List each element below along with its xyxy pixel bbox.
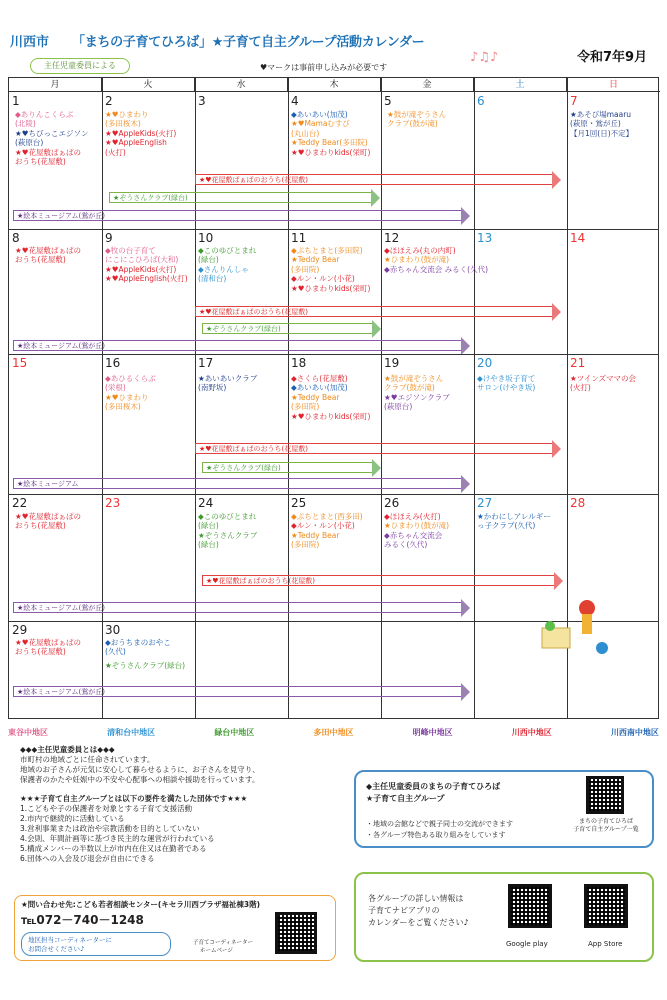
coordinator-note: 地区担当コーディネーターに bbox=[28, 936, 112, 944]
region-label: 多田中地区 bbox=[313, 728, 354, 737]
explain-heading: ◆◆◆主任児童委員とは◆◆◆ bbox=[20, 745, 115, 754]
region-legend bbox=[8, 727, 659, 739]
event-item: ★あそび場maaru bbox=[570, 110, 632, 119]
event-item: (多田院) bbox=[291, 402, 320, 412]
event-item: ★鼓が滝ぞうさん bbox=[384, 374, 444, 383]
day-number: 9 bbox=[105, 231, 113, 245]
event-item: ★あいあいクラブ bbox=[198, 374, 258, 383]
app-info-box bbox=[354, 872, 654, 962]
event-item: ★♥花屋敷ぱぁぱの bbox=[15, 147, 81, 157]
coordinator-note-bubble bbox=[21, 932, 171, 956]
day-number: 25 bbox=[291, 496, 307, 510]
grid-line bbox=[9, 494, 658, 495]
event-item: ★ひまわり(鼓が滝) bbox=[384, 521, 450, 531]
contact-phone[interactable]: ℡072－740－1248 bbox=[21, 913, 144, 927]
event-item: ★♥AppleKids(火打) bbox=[105, 264, 177, 274]
event-item: ◆あいあい(加茂) bbox=[291, 110, 348, 119]
event-item: ★Teddy Bear bbox=[291, 530, 340, 540]
explanation-section bbox=[20, 745, 350, 864]
day-number: 30 bbox=[105, 623, 121, 637]
event-item: ◆赤ちゃん交流会 みるく(久代) bbox=[384, 264, 489, 274]
city-name: 川西市 bbox=[10, 35, 50, 50]
day-number: 19 bbox=[384, 356, 400, 370]
event-item: ◆ほほえみ(丸の内町) bbox=[384, 246, 456, 255]
weekday-sat: 土 bbox=[474, 78, 567, 92]
event-item: ◆さんりんしゃ bbox=[198, 264, 249, 274]
day-events bbox=[384, 512, 449, 550]
day-events bbox=[384, 374, 450, 412]
day-events bbox=[105, 638, 185, 670]
event-span-arrow: ★♥花屋敷ぱぁぱのおうち(花屋敷) bbox=[195, 174, 552, 185]
google-play-qr-code[interactable] bbox=[508, 884, 552, 928]
event-item: (久代) bbox=[105, 647, 126, 657]
day-number: 23 bbox=[105, 496, 121, 510]
day-number: 4 bbox=[291, 94, 299, 108]
day-events bbox=[105, 110, 176, 157]
day-events bbox=[15, 638, 81, 657]
event-item: おうち(花屋敷) bbox=[15, 647, 66, 657]
weekday-thu: 木 bbox=[288, 78, 381, 92]
weekday-wed: 水 bbox=[195, 78, 288, 92]
heart-mark-note: ♥マークは事前申し込みが必要です bbox=[260, 63, 388, 72]
event-item: (多田桜木) bbox=[105, 402, 141, 412]
day-events bbox=[291, 246, 370, 293]
app-store-qr-code[interactable] bbox=[584, 884, 628, 928]
event-item: ★鼓が滝ぞうさん bbox=[387, 110, 447, 119]
event-item: (緑台) bbox=[198, 255, 219, 265]
day-events bbox=[198, 246, 256, 284]
day-number: 16 bbox=[105, 356, 121, 370]
qr-code[interactable] bbox=[586, 776, 624, 814]
region-label: 緑台中地区 bbox=[214, 728, 255, 737]
app-info-text: カレンダーをご覧ください♪ bbox=[368, 918, 469, 927]
event-item: (火打) bbox=[570, 383, 591, 393]
event-item: おうち(花屋敷) bbox=[15, 521, 66, 531]
region-label: 明峰中地区 bbox=[412, 728, 453, 737]
day-events bbox=[198, 374, 257, 393]
coordinator-note: お問合せください♪ bbox=[28, 944, 85, 953]
event-item: ★♥ひまわり bbox=[105, 392, 149, 402]
explain-line: 保護者のかたや妊娠中の不安や心配事への相談や援助を行っています。 bbox=[20, 775, 260, 785]
day-events bbox=[291, 110, 370, 157]
weekday-tue: 火 bbox=[102, 78, 195, 92]
event-item: (萩原・鴬が丘) bbox=[570, 119, 621, 129]
event-item: (多田院) bbox=[291, 540, 320, 550]
day-number: 18 bbox=[291, 356, 307, 370]
explain-line: 地域のお子さんが元気に安心して暮らせるように、お子さんを見守り、 bbox=[20, 765, 260, 775]
page-title: 「まちの子育てひろば」★子育て自主グループ活動カレンダー bbox=[72, 35, 425, 50]
coordinator-homepage-qr-code[interactable] bbox=[275, 912, 317, 954]
info-bullet: ・各グループ特色ある取り組みをしています bbox=[366, 831, 506, 839]
event-item: ★♥ひまわりkids(栄町) bbox=[291, 147, 371, 157]
day-number: 10 bbox=[198, 231, 214, 245]
day-number: 6 bbox=[477, 94, 485, 108]
event-span-arrow: ★ぞうさんクラブ(緑台) bbox=[202, 462, 372, 473]
day-events bbox=[384, 246, 488, 274]
explain-line: 市町村の地域ごとに任命されています。 bbox=[20, 755, 155, 765]
region-label: 川西中地区 bbox=[511, 728, 552, 737]
event-item: ★♥AppleEnglish bbox=[105, 138, 167, 148]
day-number: 2 bbox=[105, 94, 113, 108]
event-item: ★♥花屋敷ぱぁぱの bbox=[15, 512, 81, 521]
event-item: ★ひまわり(鼓が滝) bbox=[384, 255, 450, 265]
event-item: ★♥ひまわり bbox=[105, 110, 149, 119]
day-number: 17 bbox=[198, 356, 214, 370]
event-span-arrow: ★絵本ミュージアム(鴬が丘) bbox=[13, 340, 461, 351]
event-item: ◆牧の台子育て bbox=[105, 246, 156, 255]
event-span-arrow: ★ぞうさんクラブ(緑台) bbox=[202, 323, 372, 334]
day-number: 7 bbox=[570, 94, 578, 108]
grid-line bbox=[102, 78, 103, 718]
event-item: (緑台) bbox=[198, 540, 219, 550]
event-span-arrow: ★♥花屋敷ぱぁぱのおうち(花屋敷) bbox=[195, 306, 552, 317]
info-box-title: ★子育て自主グループ bbox=[366, 794, 445, 803]
event-span-arrow: ★♥花屋敷ぱぁぱのおうち(花屋敷) bbox=[202, 575, 554, 586]
day-number: 20 bbox=[477, 356, 493, 370]
info-bullet: ・地域の会館などで親子同士の交流ができます bbox=[366, 820, 513, 828]
day-events bbox=[105, 246, 188, 284]
event-item: ◆このゆびとまれ bbox=[198, 512, 257, 521]
day-events bbox=[570, 110, 633, 138]
event-item: ★♥AppleKids(火打) bbox=[105, 128, 177, 138]
info-box-groups bbox=[354, 770, 654, 848]
day-events bbox=[15, 246, 81, 265]
grid-line bbox=[9, 354, 658, 355]
event-item: ★ぞうさんクラブ(緑台) bbox=[105, 660, 186, 670]
event-item: ★ツインズママの会 bbox=[570, 374, 636, 383]
app-store-label: App Store bbox=[588, 940, 623, 948]
weekday-mon: 月 bbox=[9, 78, 102, 92]
day-number: 24 bbox=[198, 496, 214, 510]
day-number: 22 bbox=[12, 496, 28, 510]
day-events bbox=[477, 374, 535, 393]
event-item: おうち(花屋敷) bbox=[15, 156, 66, 166]
event-item: ◆おうちまのおやこ bbox=[105, 638, 171, 647]
day-events bbox=[15, 512, 81, 531]
event-item: (火打) bbox=[105, 147, 126, 157]
app-info-text: 子育てナビアプリの bbox=[368, 906, 440, 915]
requirement-item: 2.市内で継続的に活動している bbox=[20, 813, 125, 823]
day-number: 1 bbox=[12, 94, 20, 108]
event-item: ★♥Mamaむすび bbox=[291, 119, 350, 129]
event-span-arrow: ★絵本ミュージアム bbox=[13, 478, 461, 489]
event-item: (緑台) bbox=[198, 521, 219, 531]
event-item: (栄根) bbox=[105, 383, 126, 393]
day-events bbox=[15, 110, 88, 166]
event-item: ◆けやき坂子育て bbox=[477, 374, 536, 383]
event-item: ◆ルン・ルン(小花) bbox=[291, 521, 355, 531]
event-item: ★ぞうさんクラブ bbox=[198, 530, 258, 540]
day-number: 11 bbox=[291, 231, 307, 245]
event-item: 【月1回(日)不定】 bbox=[570, 128, 634, 138]
event-span-arrow: ★絵本ミュージアム(鴬が丘) bbox=[13, 686, 461, 697]
day-number: 8 bbox=[12, 231, 20, 245]
info-box-title: ◆主任児童委員のまちの子育てひろば bbox=[366, 782, 501, 791]
day-number: 5 bbox=[384, 94, 392, 108]
requirement-item: 5.構成メンバーの半数以上が市内在住又は在勤者である bbox=[20, 844, 207, 854]
app-info-text: 各グループの詳しい情報は bbox=[368, 894, 464, 903]
event-item: ★Teddy Bear bbox=[291, 255, 340, 265]
weekday-fri: 金 bbox=[381, 78, 474, 92]
event-item: ★Teddy Bear bbox=[291, 392, 340, 402]
event-item: (萩原台) bbox=[384, 402, 413, 412]
event-item: ◆赤ちゃん交流会 bbox=[384, 530, 443, 540]
requirement-item: 4.会則、年間計画等に基づき民主的な運営が行われている bbox=[20, 834, 215, 843]
region-label: 川西南中地区 bbox=[610, 728, 659, 737]
event-item: ★♥花屋敷ぱぁぱの bbox=[15, 246, 81, 255]
event-item: (多田院) bbox=[291, 264, 320, 274]
region-label: 清和台中地区 bbox=[107, 728, 156, 737]
contact-title: ★問い合わせ先:こども若者相談センター(キセラ川西プラザ福祉棟3階) bbox=[21, 900, 260, 909]
event-item: サロン(けやき坂) bbox=[477, 383, 536, 393]
event-item: クラブ(鼓が滝) bbox=[387, 119, 438, 129]
day-events bbox=[291, 512, 363, 550]
day-events bbox=[477, 512, 551, 531]
day-number: 14 bbox=[570, 231, 586, 245]
event-item: クラブ(鼓が滝) bbox=[384, 383, 435, 393]
day-number: 12 bbox=[384, 231, 400, 245]
homepage-caption: ホームページ bbox=[200, 948, 233, 954]
event-item: ◆さくら(花屋敷) bbox=[291, 374, 348, 383]
contact-box bbox=[14, 895, 336, 961]
requirement-item: 6.団体への入会及び退会が自由にできる bbox=[20, 854, 155, 864]
day-events bbox=[387, 110, 446, 129]
child-playing-illustration bbox=[540, 598, 610, 658]
event-item: ★♥エジソンクラブ bbox=[384, 392, 450, 402]
event-item: (萩原台) bbox=[15, 138, 44, 148]
music-notes-decoration: ♪♫♪ bbox=[470, 50, 499, 65]
event-item: ◆このゆびとまれ bbox=[198, 246, 257, 255]
event-item: ◆ありんこくらぶ bbox=[15, 110, 74, 119]
event-item: (南野坂) bbox=[198, 383, 227, 393]
event-span-arrow: ★絵本ミュージアム(鴬が丘) bbox=[13, 602, 461, 613]
day-events bbox=[570, 374, 636, 393]
event-item: おうち(花屋敷) bbox=[15, 255, 66, 265]
day-number: 28 bbox=[570, 496, 586, 510]
region-label: 東谷中地区 bbox=[8, 728, 48, 737]
event-item: ◆ルン・ルン(小花) bbox=[291, 274, 355, 284]
event-item: みるく(久代) bbox=[384, 540, 428, 550]
qr-caption: 子育て自主グループ一覧 bbox=[573, 826, 639, 833]
day-number: 3 bbox=[198, 94, 206, 108]
qr-caption: まちの子育てひろば bbox=[578, 818, 633, 825]
homepage-caption: 子育てコーディネーター bbox=[193, 940, 254, 946]
day-events bbox=[291, 374, 370, 421]
event-item: ◆ぷちとまと(西多田) bbox=[291, 512, 363, 521]
day-events bbox=[198, 512, 257, 550]
event-item: っ子クラブ(久代) bbox=[477, 521, 536, 531]
event-item: ★♥ちびっこエジソン bbox=[15, 128, 89, 138]
event-item: (清和台) bbox=[198, 274, 227, 284]
event-item: (北陵) bbox=[15, 119, 36, 129]
event-span-arrow: ★ぞうさんクラブ(緑台) bbox=[109, 192, 371, 203]
sponsor-badge: 主任児童委員による bbox=[30, 58, 130, 74]
event-span-arrow: ★絵本ミュージアム(鴬が丘) bbox=[13, 210, 461, 221]
google-play-label: Google play bbox=[506, 940, 548, 948]
day-number: 26 bbox=[384, 496, 400, 510]
calendar-month: 令和7年9月 bbox=[577, 50, 648, 65]
weekday-sun: 日 bbox=[567, 78, 660, 92]
day-number: 27 bbox=[477, 496, 493, 510]
event-item: にこにこひろば(大和) bbox=[105, 255, 179, 265]
event-item: ◆あいあい(加茂) bbox=[291, 383, 348, 393]
event-item: ★♥ひまわりkids(栄町) bbox=[291, 411, 371, 421]
explain-heading: ★★★子育て自主グループとは以下の要件を満たした団体です★★★ bbox=[20, 793, 248, 803]
event-item: ◆あひるくらぶ bbox=[105, 374, 156, 383]
event-item: ★♥花屋敷ぱぁぱの bbox=[15, 638, 81, 647]
event-item: ★かわにしアレルギー bbox=[477, 512, 551, 521]
day-number: 29 bbox=[12, 623, 28, 637]
event-item: (多田桜木) bbox=[105, 119, 141, 129]
day-events bbox=[105, 374, 156, 412]
event-item: ◆ぷちとまと(多田院) bbox=[291, 246, 363, 255]
event-item: ★♥ひまわりkids(栄町) bbox=[291, 283, 371, 293]
event-span-arrow: ★♥花屋敷ぱぁぱのおうち(花屋敷) bbox=[195, 443, 552, 454]
grid-line bbox=[9, 229, 658, 230]
day-number: 15 bbox=[12, 356, 28, 370]
requirement-item: 3.営利事業または政治や宗教活動を目的としていない bbox=[20, 823, 200, 833]
day-number: 21 bbox=[570, 356, 586, 370]
event-item: ◆ほほえみ(火打) bbox=[384, 512, 441, 521]
event-item: ★♥AppleEnglish(火打) bbox=[105, 274, 188, 284]
requirement-item: 1.こどもや子の保護者を対象とする子育て支援活動 bbox=[20, 803, 193, 813]
day-number: 13 bbox=[477, 231, 493, 245]
event-item: (丸山台) bbox=[291, 128, 320, 138]
event-item: ★Teddy Bear(多田院) bbox=[291, 138, 368, 148]
